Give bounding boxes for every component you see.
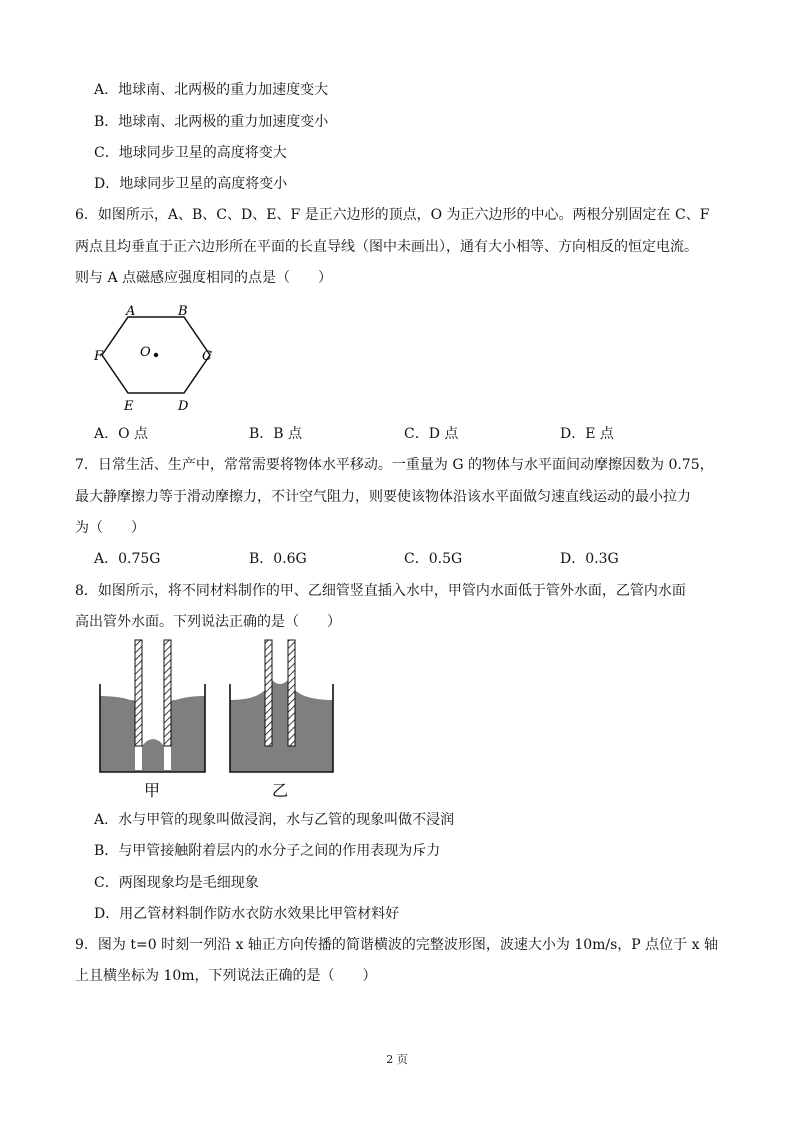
q6-option-a: A．O 点 bbox=[94, 426, 149, 442]
page-number: 2 页 bbox=[386, 1053, 408, 1066]
q6-stem-line-1: 6．如图所示，A、B、C、D、E、F 是正六边形的顶点，O 为正六边形的中心。两根分别固定在 C、F bbox=[75, 207, 710, 223]
q6-option-b: B．B 点 bbox=[249, 426, 303, 442]
hexagon-figure bbox=[90, 298, 220, 418]
q8-option-b: B．与甲管接触附着层内的水分子之间的作用表现为斥力 bbox=[94, 843, 441, 859]
q7-options-row bbox=[94, 549, 734, 569]
beaker-yi bbox=[230, 640, 333, 772]
q5-option-d: D．地球同步卫星的高度将变小 bbox=[94, 176, 288, 192]
vertex-e-label: E bbox=[124, 399, 134, 414]
q6-option-c: C．D 点 bbox=[404, 426, 459, 442]
q9-stem-line-1: 9．图为 t=0 时刻一列沿 x 轴正方向传播的简谐横波的完整波形图，波速大小为 10m/s，P 点位于 x 轴 bbox=[75, 937, 718, 953]
beaker-jia bbox=[100, 640, 205, 772]
q8-option-c: C．两图现象均是毛细现象 bbox=[94, 875, 259, 891]
q8-stem-line-1: 8．如图所示，将不同材料制作的甲、乙细管竖直插入水中，甲管内水面低于管外水面，乙管内水面 bbox=[75, 583, 686, 599]
tube-jia-left-wall bbox=[135, 640, 142, 746]
q7-stem-line-1: 7．日常生活、生产中，常常需要将物体水平移动。一重量为 G 的物体与水平面间动摩擦因数为 0.75， bbox=[75, 457, 714, 473]
q7-stem-line-2: 最大静摩擦力等于滑动摩擦力，不计空气阻力，则要使该物体沿该水平面做匀速直线运动的最小拉力 bbox=[75, 489, 691, 505]
center-o-label: O bbox=[140, 345, 151, 360]
vertex-f-label: F bbox=[94, 349, 104, 364]
q8-option-a: A．水与甲管的现象叫做浸润，水与乙管的现象叫做不浸润 bbox=[94, 812, 455, 828]
water-jia-outer-right bbox=[171, 696, 205, 706]
q7-option-a: A．0.75G bbox=[94, 551, 161, 567]
q7-option-c: C．0.5G bbox=[404, 551, 463, 567]
vertex-c-label: C bbox=[202, 349, 212, 364]
tube-yi-left-wall bbox=[265, 640, 272, 746]
q7-option-b: B．0.6G bbox=[249, 551, 307, 567]
q9-stem-line-2: 上且横坐标为 10m，下列说法正确的是（ ） bbox=[75, 968, 377, 984]
q7-option-d: D．0.3G bbox=[560, 551, 619, 567]
vertex-d-label: D bbox=[178, 399, 189, 414]
water-jia-outer-left bbox=[100, 696, 135, 706]
label-jia: 甲 bbox=[144, 781, 161, 800]
tube-jia-right-wall bbox=[164, 640, 171, 746]
q8-option-d: D．用乙管材料制作防水衣防水效果比甲管材料好 bbox=[94, 906, 400, 922]
vertex-a-label: A bbox=[126, 304, 136, 319]
q5-option-a: A．地球南、北两极的重力加速度变大 bbox=[94, 82, 329, 98]
q6-options-row bbox=[94, 424, 734, 444]
q5-option-c: C．地球同步卫星的高度将变大 bbox=[94, 145, 287, 161]
q6-option-d: D．E 点 bbox=[560, 426, 614, 442]
label-yi: 乙 bbox=[272, 781, 289, 800]
capillary-figure bbox=[95, 636, 340, 806]
q5-option-b: B．地球南、北两极的重力加速度变小 bbox=[94, 114, 329, 130]
tube-yi-right-wall bbox=[288, 640, 295, 746]
q8-stem-line-2: 高出管外水面。下列说法正确的是（ ） bbox=[75, 614, 341, 630]
center-dot bbox=[154, 353, 158, 357]
q6-stem-line-2: 两点且均垂直于正六边形所在平面的长直导线（图中未画出），通有大小相等、方向相反的恒定电流。 bbox=[75, 239, 698, 255]
water-jia-inner bbox=[142, 739, 164, 770]
water-yi-inner bbox=[272, 680, 288, 746]
vertex-b-label: B bbox=[178, 304, 188, 319]
water-yi-meniscus-right bbox=[295, 690, 333, 700]
q7-stem-line-3: 为（ ） bbox=[75, 520, 145, 536]
q6-stem-line-3: 则与 A 点磁感应强度相同的点是（ ） bbox=[75, 270, 333, 286]
water-yi-meniscus-left bbox=[230, 690, 265, 700]
